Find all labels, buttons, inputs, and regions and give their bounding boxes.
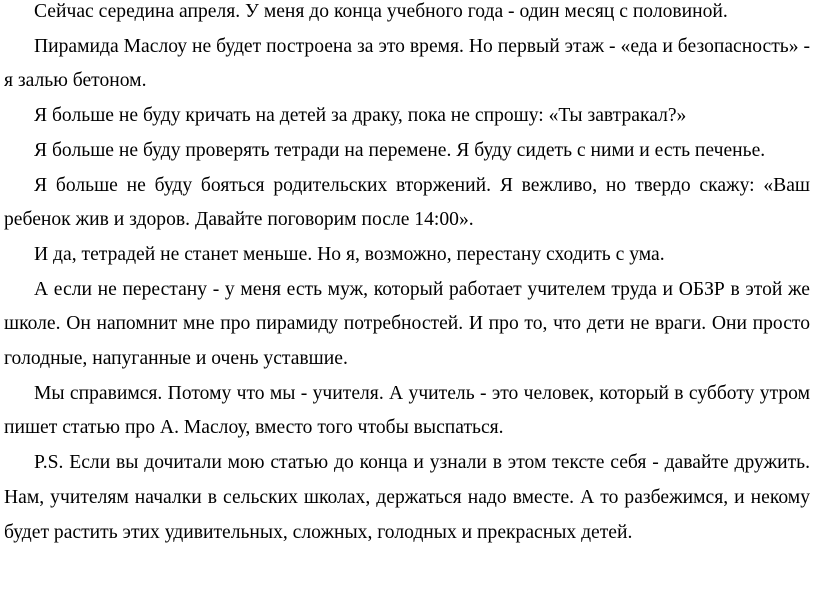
paragraph-5: Я больше не буду бояться родительских вторжений. Я вежливо, но твердо скажу: «Ваш ребенок жив и здоров. Давайте поговорим после 14:00». — [4, 174, 810, 231]
paragraph-9: P.S. Если вы дочитали мою статью до конца и узнали в этом тексте себя - давайте дружить. Нам, учителям началки в сельских школах, держаться надо вместе. А то разбежимся, и некому будет растить этих удивительных, сложных, голодных и прекрасных детей. — [4, 452, 810, 543]
paragraph-8: Мы справимся. Потому что мы - учителя. А учитель - это человек, который в субботу утром пишет статью про А. Маслоу, вместо того чтобы выспаться. — [4, 382, 810, 439]
paragraph-4: Я больше не буду проверять тетради на перемене. Я буду сидеть с ними и есть печенье. — [34, 139, 766, 161]
paragraph-7: А если не перестану - у меня есть муж, который работает учителем труда и ОБЗР в этой же школе. Он напомнит мне про пирамиду потребностей. И про то, что дети не враги. Они просто голодные, напуганные и очень уставшие. — [4, 278, 810, 370]
paragraph-3: Я больше не буду кричать на детей за драку, пока не спрошу: «Ты завтракал?» — [34, 105, 687, 127]
paragraph-6: И да, тетрадей не станет меньше. Но я, возможно, перестану сходить с ума. — [34, 243, 665, 265]
paragraph-2: Пирамида Маслоу не будет построена за это время. Но первый этаж - «еда и безопасность» - я залью бетоном. — [4, 35, 810, 92]
paragraph-1: Сейчас середина апреля. У меня до конца учебного года - один месяц с половиной. — [34, 1, 728, 22]
